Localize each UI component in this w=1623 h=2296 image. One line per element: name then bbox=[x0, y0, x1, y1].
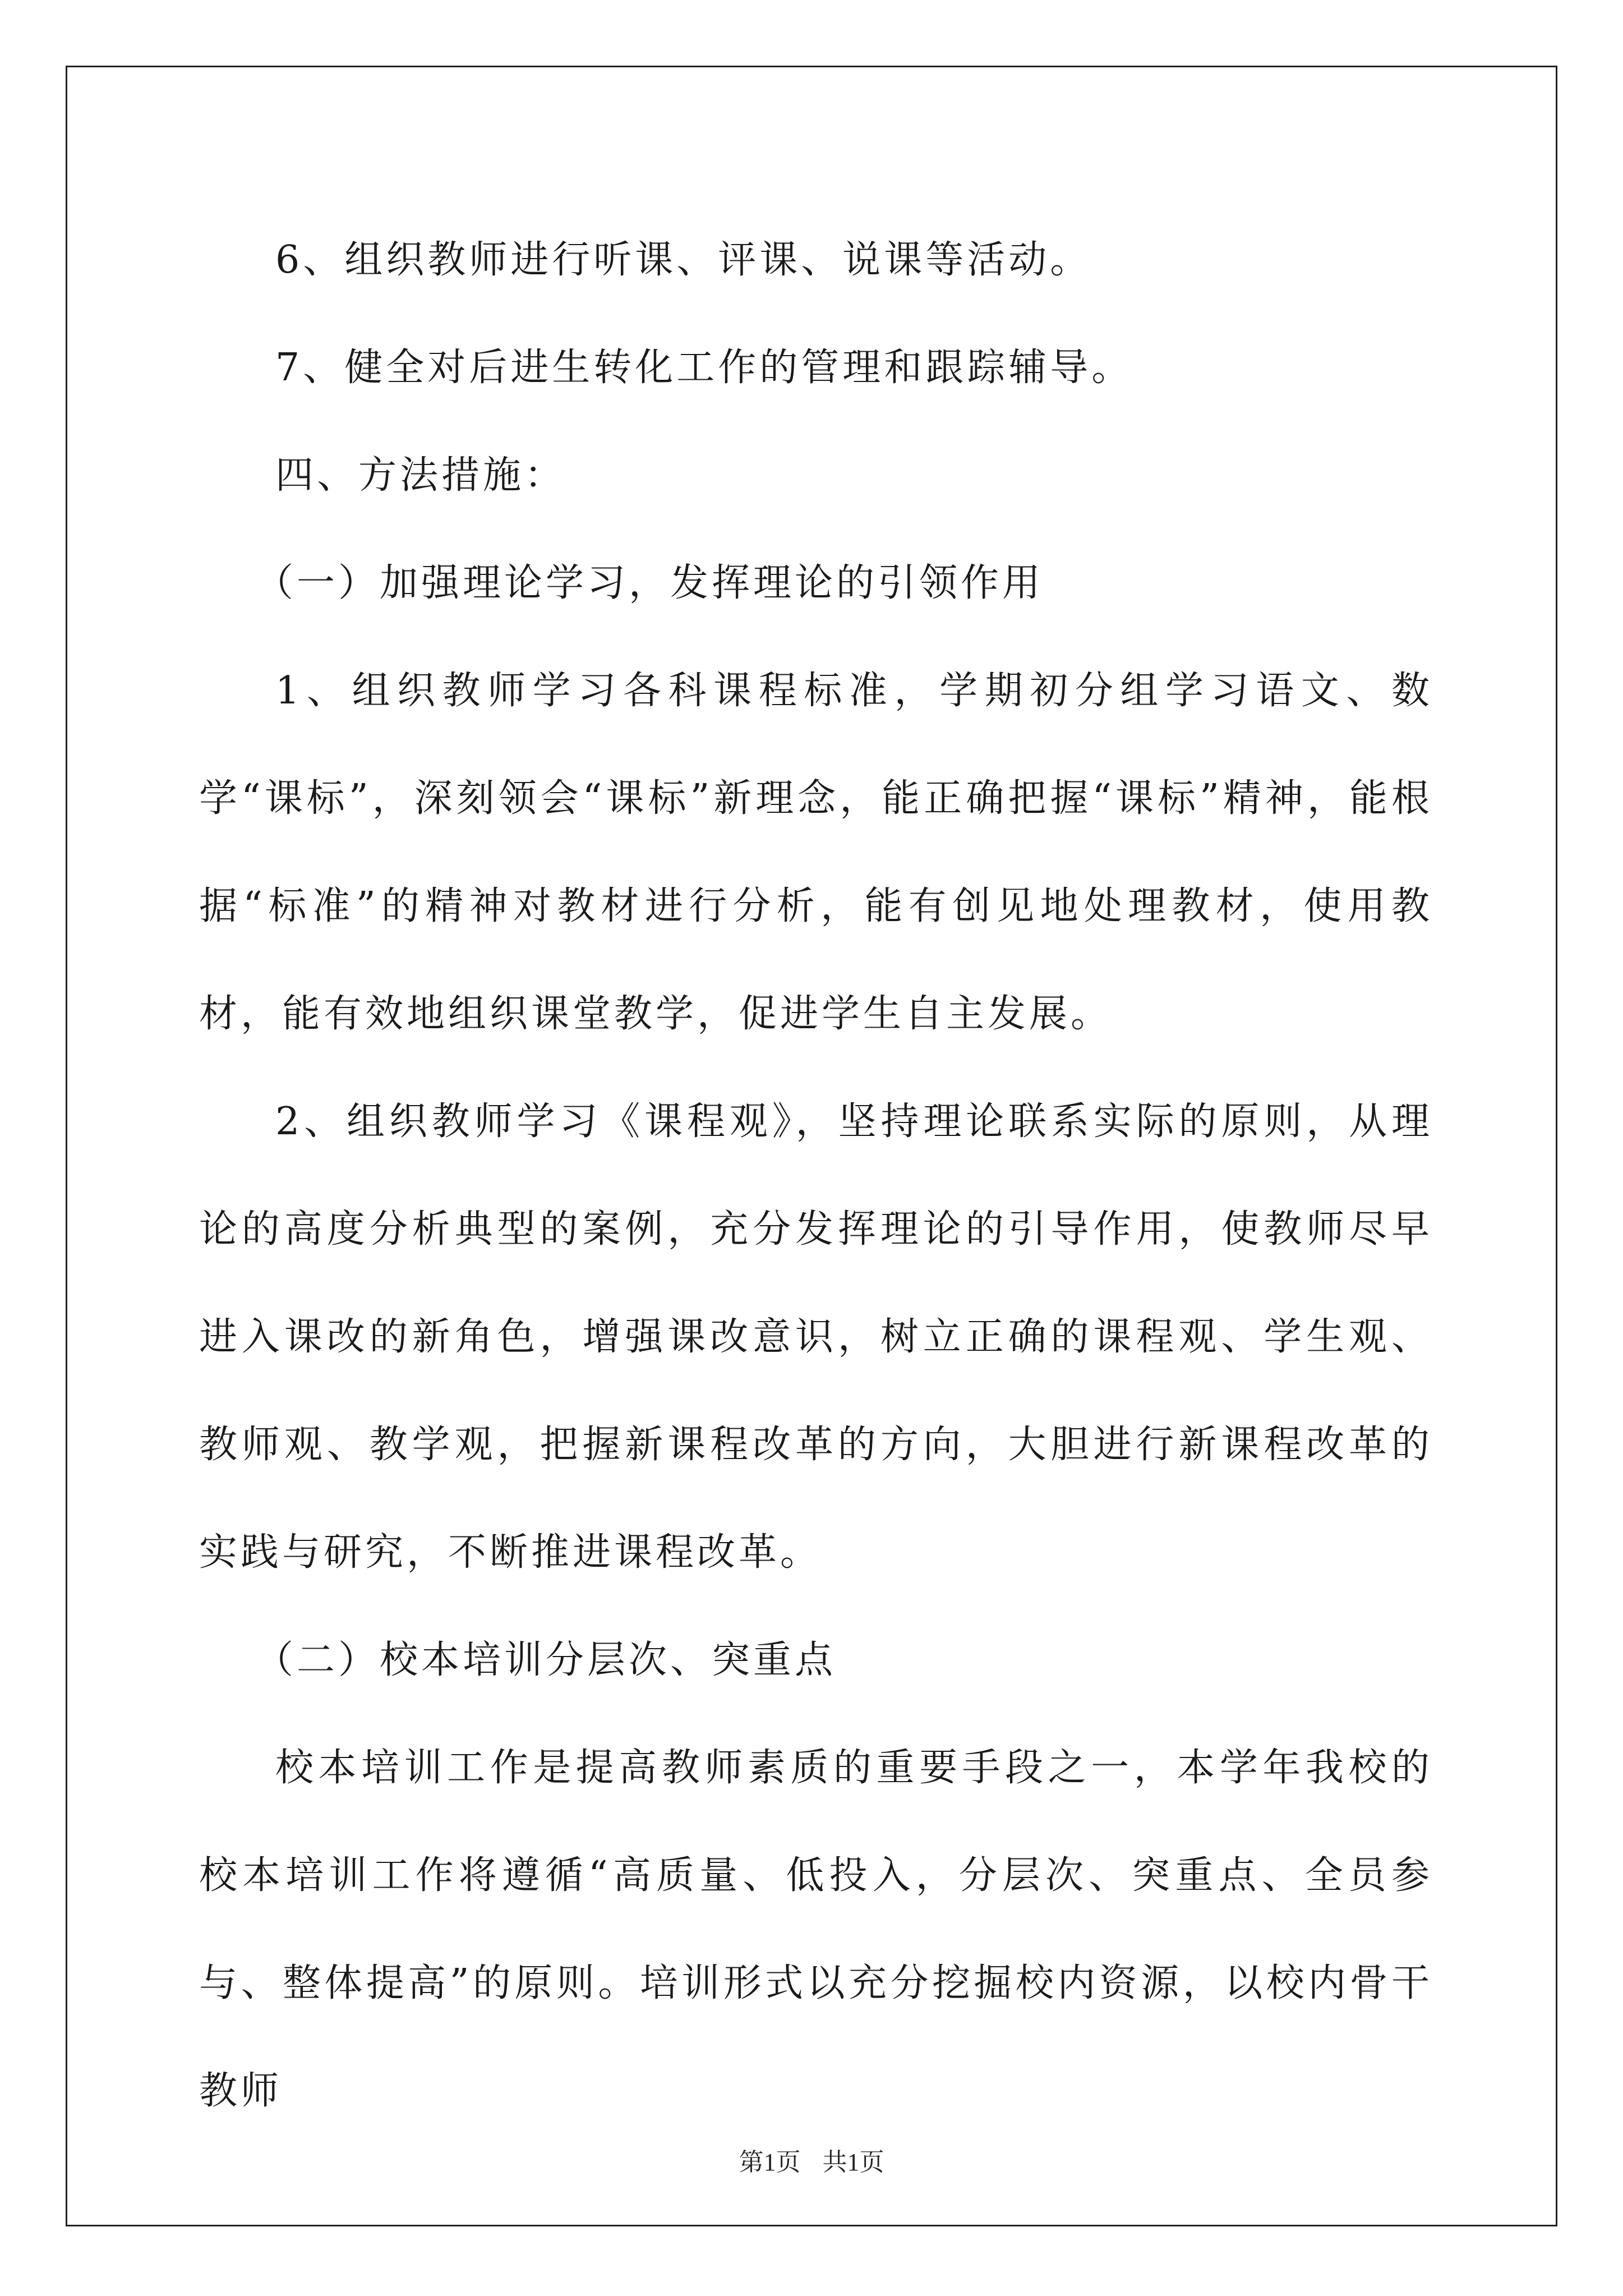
subsection-heading-theory: （一）加强理论学习，发挥理论的引领作用 bbox=[255, 561, 1044, 605]
page-number: 第1页 bbox=[739, 2148, 801, 2176]
page-total: 共1页 bbox=[822, 2148, 884, 2176]
paragraph-item-6: 6、组织教师进行听课、评课、说课等活动。 bbox=[275, 238, 1092, 282]
section-heading-methods: 四、方法措施： bbox=[275, 453, 566, 498]
subsection-heading-training: （二）校本培训分层次、突重点 bbox=[255, 1638, 837, 1682]
page-footer bbox=[0, 2142, 1623, 2178]
paragraph-item-7: 7、健全对后进生转化工作的管理和跟踪辅导。 bbox=[275, 346, 1133, 390]
paragraph-theory-1: 1、组织教师学习各科课程标准，学期初分组学习语文、数学“课标”，深刻领会“课标”新理念，能正确把握“课标”精神，能根据“标准”的精神对教材进行分析，能有创见地处理教材，使用教材，能有效地组织课堂教学，促进学生自主发展。 bbox=[199, 669, 1433, 1036]
document-body bbox=[199, 206, 1433, 2145]
paragraph-training: 校本培训工作是提高教师素质的重要手段之一，本学年我校的校本培训工作将遵循“高质量、低投入，分层次、突重点、全员参与、整体提高”的原则。培训形式以充分挖掘校内资源，以校内骨干教师 bbox=[199, 1746, 1433, 2113]
paragraph-theory-2: 2、组织教师学习《课程观》，坚持理论联系实际的原则，从理论的高度分析典型的案例，充分发挥理论的引导作用，使教师尽早进入课改的新角色，增强课改意识，树立正确的课程观、学生观、教师观、教学观，把握新课程改革的方向，大胆进行新课程改革的实践与研究，不断推进课程改革。 bbox=[199, 1099, 1433, 1575]
